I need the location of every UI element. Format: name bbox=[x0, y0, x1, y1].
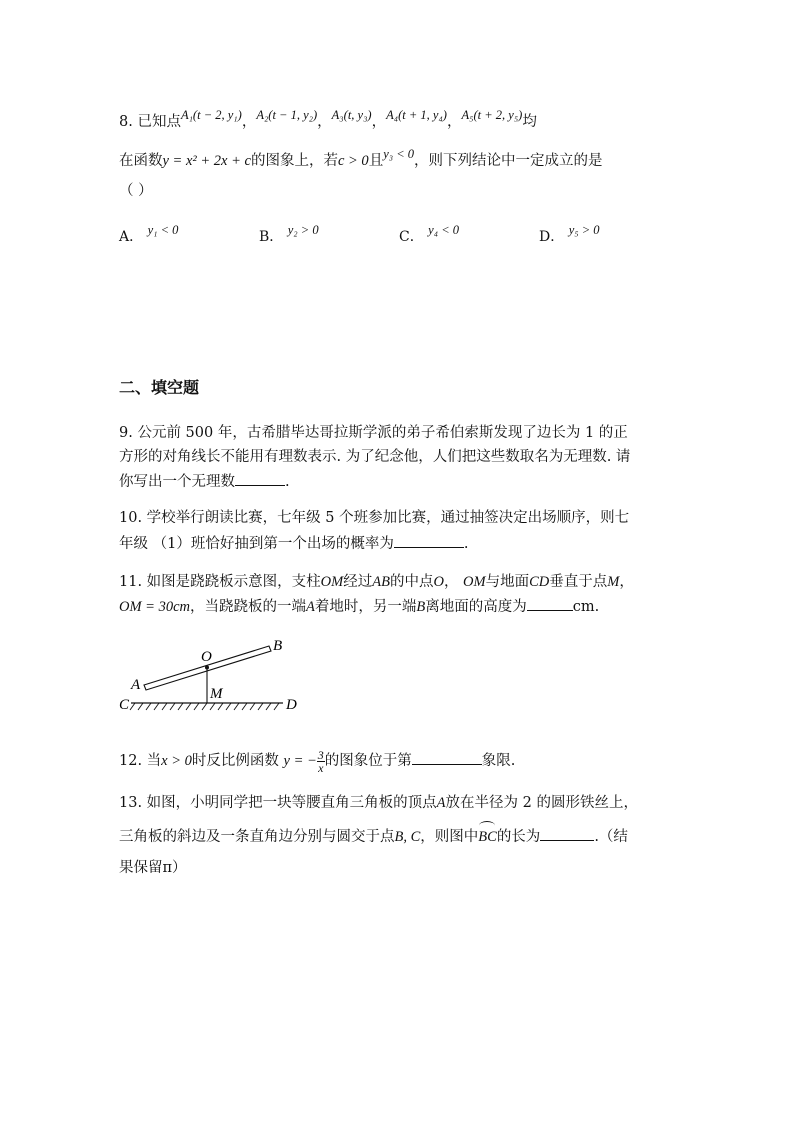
q11-text: ， bbox=[443, 574, 459, 590]
segment-om: OM bbox=[320, 574, 344, 590]
q8-line-2 bbox=[119, 147, 603, 171]
q12-text: 12. 当 bbox=[119, 753, 162, 769]
q11-text: 垂直于点 bbox=[549, 574, 608, 590]
segment-ab: AB bbox=[372, 574, 390, 590]
option-letter: A． bbox=[119, 229, 144, 245]
seesaw-figure bbox=[115, 630, 315, 720]
option-d bbox=[539, 223, 600, 246]
point-a3: A₃(t, y₃) bbox=[331, 108, 372, 122]
option-expr: y₄ < 0 bbox=[428, 223, 460, 237]
q8-stem-text: 8. 已知点 bbox=[119, 114, 181, 130]
point-a: A bbox=[306, 599, 315, 615]
segment-cd: CD bbox=[529, 574, 550, 590]
point-o: O bbox=[433, 574, 444, 590]
q9-line-1: 9. 公元前 500 年，古希腊毕达哥拉斯学派的弟子希伯索斯发现了边长为 1 的正 bbox=[119, 425, 628, 441]
condition-x: x > 0 bbox=[161, 753, 192, 769]
option-b bbox=[259, 223, 319, 246]
function-lhs: y = − bbox=[283, 753, 317, 769]
option-expr: y₂ > 0 bbox=[287, 223, 319, 237]
separator: ， bbox=[371, 114, 387, 130]
separator: ， bbox=[446, 114, 462, 130]
arc-mark-icon bbox=[479, 821, 495, 830]
q9-line-3 bbox=[119, 471, 290, 492]
option-letter: C． bbox=[399, 229, 424, 245]
q9-text: 你写出一个无理数 bbox=[119, 474, 235, 490]
q13-line-1 bbox=[119, 793, 638, 813]
q11-text: 与地面 bbox=[485, 574, 530, 590]
q8-text: 的图象上，若 bbox=[250, 153, 338, 169]
q13-text: 13. 如图，小明同学把一块等腰直角三角板的顶点 bbox=[119, 795, 437, 811]
option-letter: B． bbox=[259, 229, 284, 245]
period: . bbox=[285, 474, 290, 490]
ground-line bbox=[130, 703, 283, 710]
q13-text: ，则图中 bbox=[420, 829, 479, 845]
q12-text: 的图象位于第 bbox=[324, 753, 412, 769]
q11-text: ，当跷跷板的一端 bbox=[190, 599, 306, 615]
function-expression: y = x² + 2x + c bbox=[162, 153, 251, 169]
q8-text: ，则下列结论中一定成立的是 bbox=[414, 153, 603, 169]
q11-text: 离地面的高度为 bbox=[425, 599, 527, 615]
option-expr: y₁ < 0 bbox=[147, 223, 179, 237]
label-c: C bbox=[119, 697, 130, 713]
answer-blank[interactable] bbox=[394, 533, 464, 548]
condition-c: c > 0 bbox=[337, 153, 369, 169]
point-a1: A₁(t − 2, y₁) bbox=[180, 108, 242, 122]
point-a4: A₄(t + 1, y₄) bbox=[386, 108, 447, 122]
q13-text: .（结 bbox=[594, 829, 628, 845]
period: . bbox=[594, 599, 600, 615]
answer-paren: （ ） bbox=[119, 183, 153, 199]
q8-line-1 bbox=[119, 108, 537, 132]
segment-om: OM bbox=[463, 574, 486, 590]
answer-blank[interactable] bbox=[527, 596, 573, 611]
section-title: 二、填空题 bbox=[119, 378, 200, 397]
denominator: x bbox=[318, 760, 324, 775]
arc-bc bbox=[478, 827, 497, 847]
points-b-c: B, C bbox=[394, 829, 421, 845]
period: . bbox=[463, 536, 469, 552]
condition-y3: y₃ < 0 bbox=[383, 147, 415, 161]
q13-line-2 bbox=[119, 826, 628, 847]
label-a: A bbox=[131, 677, 141, 693]
q10-line-1: 10. 学校举行朗读比赛，七年级 5 个班参加比赛，通过抽签决定出场顺序，则七 bbox=[119, 510, 630, 526]
answer-blank[interactable] bbox=[235, 471, 285, 486]
unit: cm bbox=[572, 599, 595, 615]
q11-line-2 bbox=[119, 596, 599, 617]
option-a bbox=[119, 223, 179, 246]
point-a2: A₂(t − 1, y₂) bbox=[256, 108, 318, 122]
arc-label: BC bbox=[478, 829, 497, 845]
separator: ， bbox=[241, 114, 257, 130]
q11-text: 的中点 bbox=[389, 574, 434, 590]
q8-text: 在函数 bbox=[119, 153, 163, 169]
q10-line-2 bbox=[119, 533, 468, 554]
q13-line-3: 果保留π） bbox=[119, 860, 187, 876]
point-m: M bbox=[607, 574, 620, 590]
q8-stem-text-end: 均 bbox=[522, 114, 537, 130]
q12-text-end: 象限. bbox=[481, 753, 516, 769]
label-b: B bbox=[273, 638, 283, 654]
q11-text: 11. 如图是跷跷板示意图，支柱 bbox=[119, 574, 321, 590]
label-o: O bbox=[201, 649, 212, 665]
point-a5: A₅(t + 2, y₅) bbox=[461, 108, 523, 122]
q9-line-2: 方形的对角线长不能用有理数表示. 为了纪念他，人们把这些数取名为无理数. 请 bbox=[119, 449, 631, 465]
option-expr: y₅ > 0 bbox=[568, 223, 600, 237]
label-d: D bbox=[286, 697, 297, 713]
q10-text: 年级 （1）班恰好抽到第一个出场的概率为 bbox=[119, 536, 394, 552]
q13-text: 的长为 bbox=[496, 829, 541, 845]
fraction-3-over-x bbox=[317, 749, 325, 774]
q11-text: 着地时，另一端 bbox=[314, 599, 417, 615]
q12-line bbox=[119, 748, 515, 774]
pivot-point-o bbox=[205, 666, 209, 670]
numerator: 3 bbox=[317, 747, 324, 762]
q11-text: ， bbox=[619, 574, 634, 590]
answer-blank[interactable] bbox=[540, 826, 594, 841]
q13-text: 三角板的斜边及一条直角边分别与圆交于点 bbox=[119, 829, 395, 845]
q13-text: 放在半径为 2 的圆形铁丝上， bbox=[445, 795, 638, 811]
point-b: B bbox=[416, 599, 426, 615]
q11-line-1 bbox=[119, 572, 634, 592]
answer-blank[interactable] bbox=[412, 750, 482, 765]
option-c bbox=[399, 223, 460, 246]
q8-text: 且 bbox=[368, 153, 384, 169]
om-length: OM = 30cm bbox=[119, 599, 190, 615]
separator: ， bbox=[317, 114, 332, 130]
point-a: A bbox=[436, 795, 446, 811]
label-m: M bbox=[210, 686, 223, 702]
q12-text: 时反比例函数 bbox=[191, 753, 279, 769]
option-letter: D． bbox=[539, 229, 565, 245]
q11-text: 经过 bbox=[343, 574, 373, 590]
